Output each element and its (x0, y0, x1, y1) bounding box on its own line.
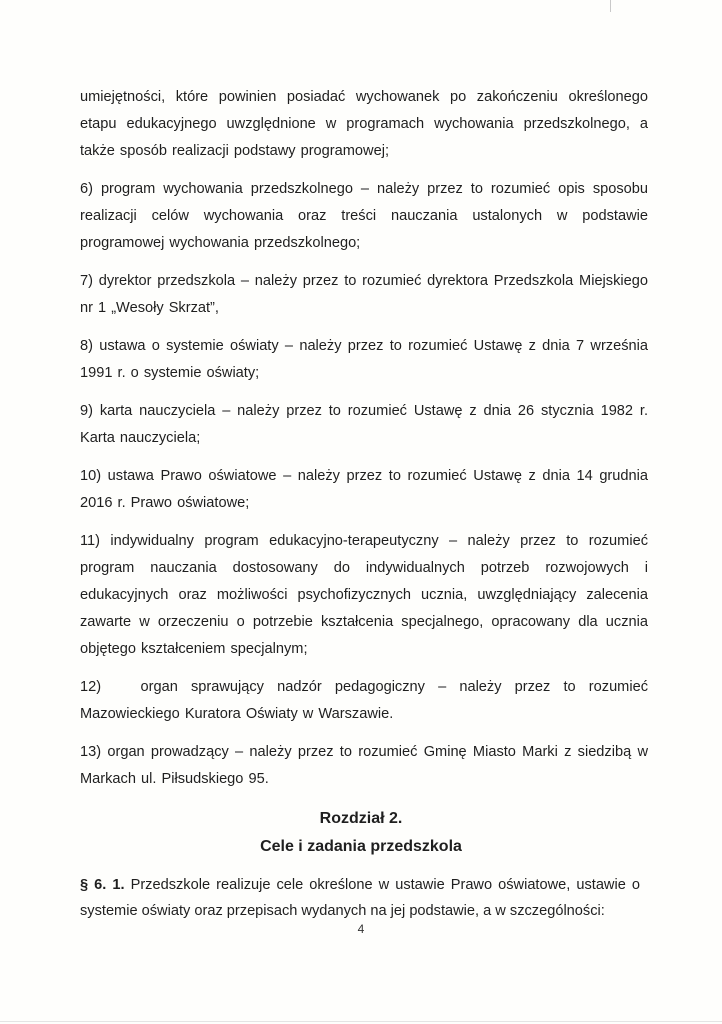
scan-artifact-line (610, 0, 611, 12)
section-paragraph (80, 872, 640, 924)
definitions-block (80, 84, 654, 804)
definition-item-10: 10) ustawa Prawo oświatowe – należy przez to rozumieć Ustawę z dnia 14 grudnia 2016 r. Prawo oświatowe; (80, 468, 648, 511)
definition-item-13: 13) organ prowadzący – należy przez to rozumieć Gminę Miasto Marki z siedzibą w Markach ul. Piłsudskiego 95. (80, 744, 648, 787)
definition-item-7: 7) dyrektor przedszkola – należy przez to rozumieć dyrektora Przedszkola Miejskiego nr 1 „Wesoły Skrzat”, (80, 273, 648, 316)
definition-item-11: 11) indywidualny program edukacyjno-terapeutyczny – należy przez to rozumieć program nauczania dostosowany do indywidualnych potrzeb rozwojowych i edukacyjnych oraz możliwości psychofizycznych ucznia, uwzględniający zalecenia zawarte w orzeczeniu o potrzebie kształcenia specjalnego, opracowany dla ucznia objętego kształceniem specjalnym; (80, 533, 648, 657)
chapter-title: Cele i zadania przedszkola (260, 838, 462, 855)
section-text: Przedszkole realizuje cele określone w ustawie Prawo oświatowe, ustawie o systemie oświaty oraz przepisach wydanych na jej podstawie, a w szczególności: (80, 877, 640, 919)
definition-item-9: 9) karta nauczyciela – należy przez to rozumieć Ustawę z dnia 26 stycznia 1982 r. Karta nauczyciela; (80, 403, 648, 446)
page-number: 4 (357, 922, 365, 936)
chapter-number: Rozdział 2. (319, 810, 403, 827)
definition-item-8: 8) ustawa o systemie oświaty – należy przez to rozumieć Ustawę z dnia 7 września 1991 r. o systemie oświaty; (80, 338, 648, 381)
section-mark: § 6. 1. (80, 877, 125, 893)
definition-item-12: 12) organ sprawujący nadzór pedagogiczny – należy przez to rozumieć Mazowieckiego Kuratora Oświaty w Warszawie. (80, 679, 654, 722)
scan-edge-line (0, 1021, 722, 1022)
definition-item-6: 6) program wychowania przedszkolnego – należy przez to rozumieć opis sposobu realizacji celów wychowania oraz treści nauczania ustalonych w podstawie programowej wychowania przedszkolnego; (80, 181, 648, 251)
intro-paragraph: umiejętności, które powinien posiadać wychowanek po zakończeniu określonego etapu edukacyjnego uwzględnione w programach wychowania przedszkolnego, a także sposób realizacji podstawy programowej; (80, 89, 648, 159)
